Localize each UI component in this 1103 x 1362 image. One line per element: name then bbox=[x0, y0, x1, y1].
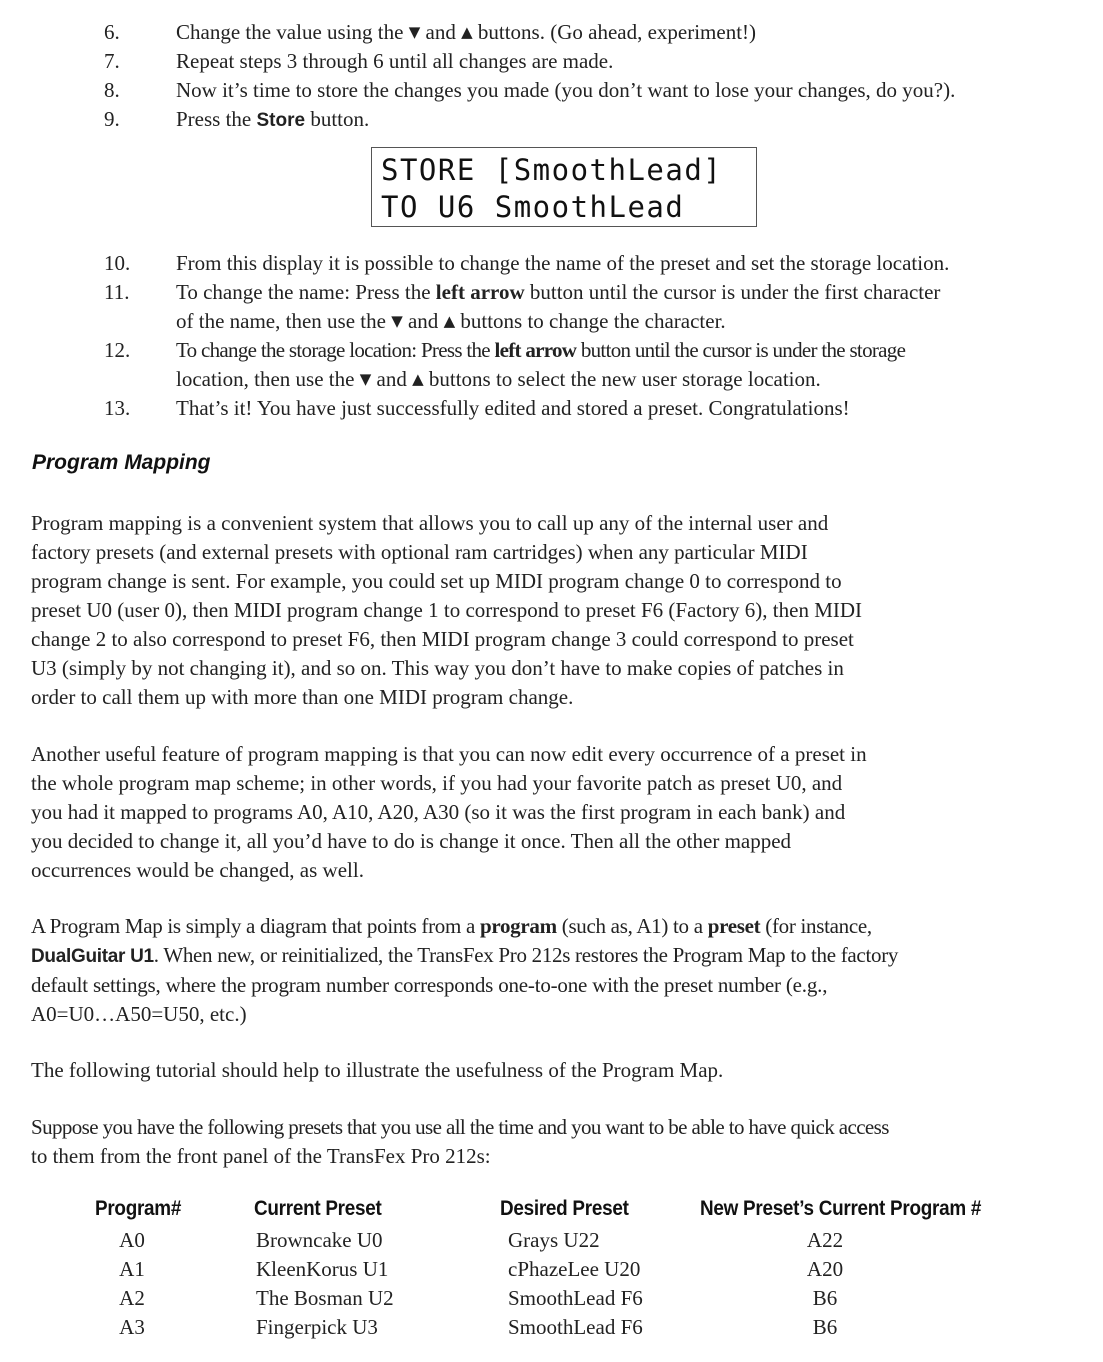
step-number: 8. bbox=[104, 78, 120, 102]
step-text: To change the storage location: Press the left arrow button until the cursor is under the storage location, then use the ▼ and ▲ buttons to select the new user storage location. bbox=[176, 338, 906, 391]
step-text: From this display it is possible to change the name of the preset and set the storage location. bbox=[176, 251, 950, 275]
paragraph-1: Program mapping is a convenient system that allows you to call up any of the internal user and factory presets (and external presets with optional ram cartridges) when any particular MIDI program change is sent. For example, you could set up MIDI program change 0 to correspond to preset U0 (user 0), then MIDI program change 1 to correspond to preset F6 (Factory 6), then MIDI change 2 to also correspond to preset F6, then MIDI program change 3 could correspond to preset U3 (simply by not changing it), and so on. This way you don’t have to make copies of patches in order to call them up with more than one MIDI program change. bbox=[31, 511, 863, 709]
table-cell: SmoothLead F6 bbox=[508, 1315, 643, 1339]
table-header: New Preset’s Current Program # bbox=[700, 1197, 982, 1220]
step-number: 6. bbox=[104, 20, 120, 44]
table-cell: A0 bbox=[119, 1228, 145, 1252]
paragraph-3: A Program Map is simply a diagram that points from a program (such as, A1) to a preset (for instance, DualGuitar U1. When new, or reinitialized, the TransFex Pro 212s restores the Program Map to the factory default settings, where the program number corresponds one-to-one with the preset number (e.g., A0=U0…A50=U50, etc.) bbox=[31, 914, 899, 1026]
step-text: To change the name: Press the left arrow button until the cursor is under the first character of the name, then use the ▼ and ▲ buttons to change the character. bbox=[176, 280, 941, 333]
table-cell: A22 bbox=[806, 1228, 844, 1252]
up-arrow-icon: ▲ bbox=[412, 370, 424, 388]
step-number: 11. bbox=[104, 280, 130, 304]
table-cell: The Bosman U2 bbox=[256, 1286, 394, 1310]
up-arrow-icon: ▲ bbox=[443, 312, 456, 330]
table-cell: A3 bbox=[119, 1315, 145, 1339]
down-arrow-icon: ▼ bbox=[359, 370, 372, 388]
step-text: Change the value using the ▼ and ▲ buttons. (Go ahead, experiment!) bbox=[176, 20, 757, 44]
step-number: 10. bbox=[104, 251, 131, 275]
table-cell: Grays U22 bbox=[508, 1228, 600, 1252]
down-arrow-icon: ▼ bbox=[408, 23, 421, 41]
step-number: 12. bbox=[104, 338, 131, 362]
step-number: 9. bbox=[104, 107, 120, 131]
step-text: Press the Store button. bbox=[176, 107, 370, 131]
table-cell: KleenKorus U1 bbox=[256, 1257, 389, 1281]
table-cell: cPhazeLee U20 bbox=[508, 1257, 641, 1281]
table-cell: A20 bbox=[806, 1257, 844, 1281]
table-cell: Fingerpick U3 bbox=[256, 1315, 378, 1339]
up-arrow-icon: ▲ bbox=[461, 23, 473, 41]
preset-name: DualGuitar U1 bbox=[31, 946, 154, 967]
step-text: Now it’s time to store the changes you made (you don’t want to lose your changes, do you?). bbox=[176, 78, 956, 102]
down-arrow-icon: ▼ bbox=[391, 312, 403, 330]
paragraph-5: Suppose you have the following presets that you use all the time and you want to be able to have quick access to them from the front panel of the TransFex Pro 212s: bbox=[31, 1115, 889, 1168]
table-cell: A2 bbox=[119, 1286, 145, 1310]
section-heading: Program Mapping bbox=[32, 451, 211, 474]
paragraph-4: The following tutorial should help to illustrate the usefulness of the Program Map. bbox=[31, 1058, 724, 1082]
paragraph-2: Another useful feature of program mapping is that you can now edit every occurrence of a preset in the whole program map scheme; in other words, if you had your favorite patch as preset U0, and you had it mapped to programs A0, A10, A20, A30 (so it was the first program in each bank) and you decided to change it, all you’d have to do is change it once. Then all the other mapped occurrences would be changed, as well. bbox=[31, 742, 867, 882]
table-cell: B6 bbox=[812, 1286, 838, 1310]
table-header: Current Preset bbox=[254, 1197, 382, 1220]
table-cell: B6 bbox=[812, 1315, 838, 1339]
table-cell: SmoothLead F6 bbox=[508, 1286, 643, 1310]
table-cell: Browncake U0 bbox=[256, 1228, 383, 1252]
step-text: That’s it! You have just successfully edited and stored a preset. Congratulations! bbox=[176, 396, 850, 420]
step-number: 7. bbox=[104, 49, 120, 73]
lcd-display bbox=[371, 147, 757, 227]
table-header: Desired Preset bbox=[500, 1197, 629, 1220]
step-number: 13. bbox=[104, 396, 131, 420]
lcd-line-2: TO U6 SmoothLead bbox=[381, 190, 685, 224]
table-cell: A1 bbox=[119, 1257, 145, 1281]
lcd-line-1: STORE [SmoothLead] bbox=[381, 153, 723, 187]
table-header: Program# bbox=[95, 1197, 182, 1220]
step-text: Repeat steps 3 through 6 until all changes are made. bbox=[176, 49, 614, 73]
store-button-label: Store bbox=[256, 110, 306, 131]
